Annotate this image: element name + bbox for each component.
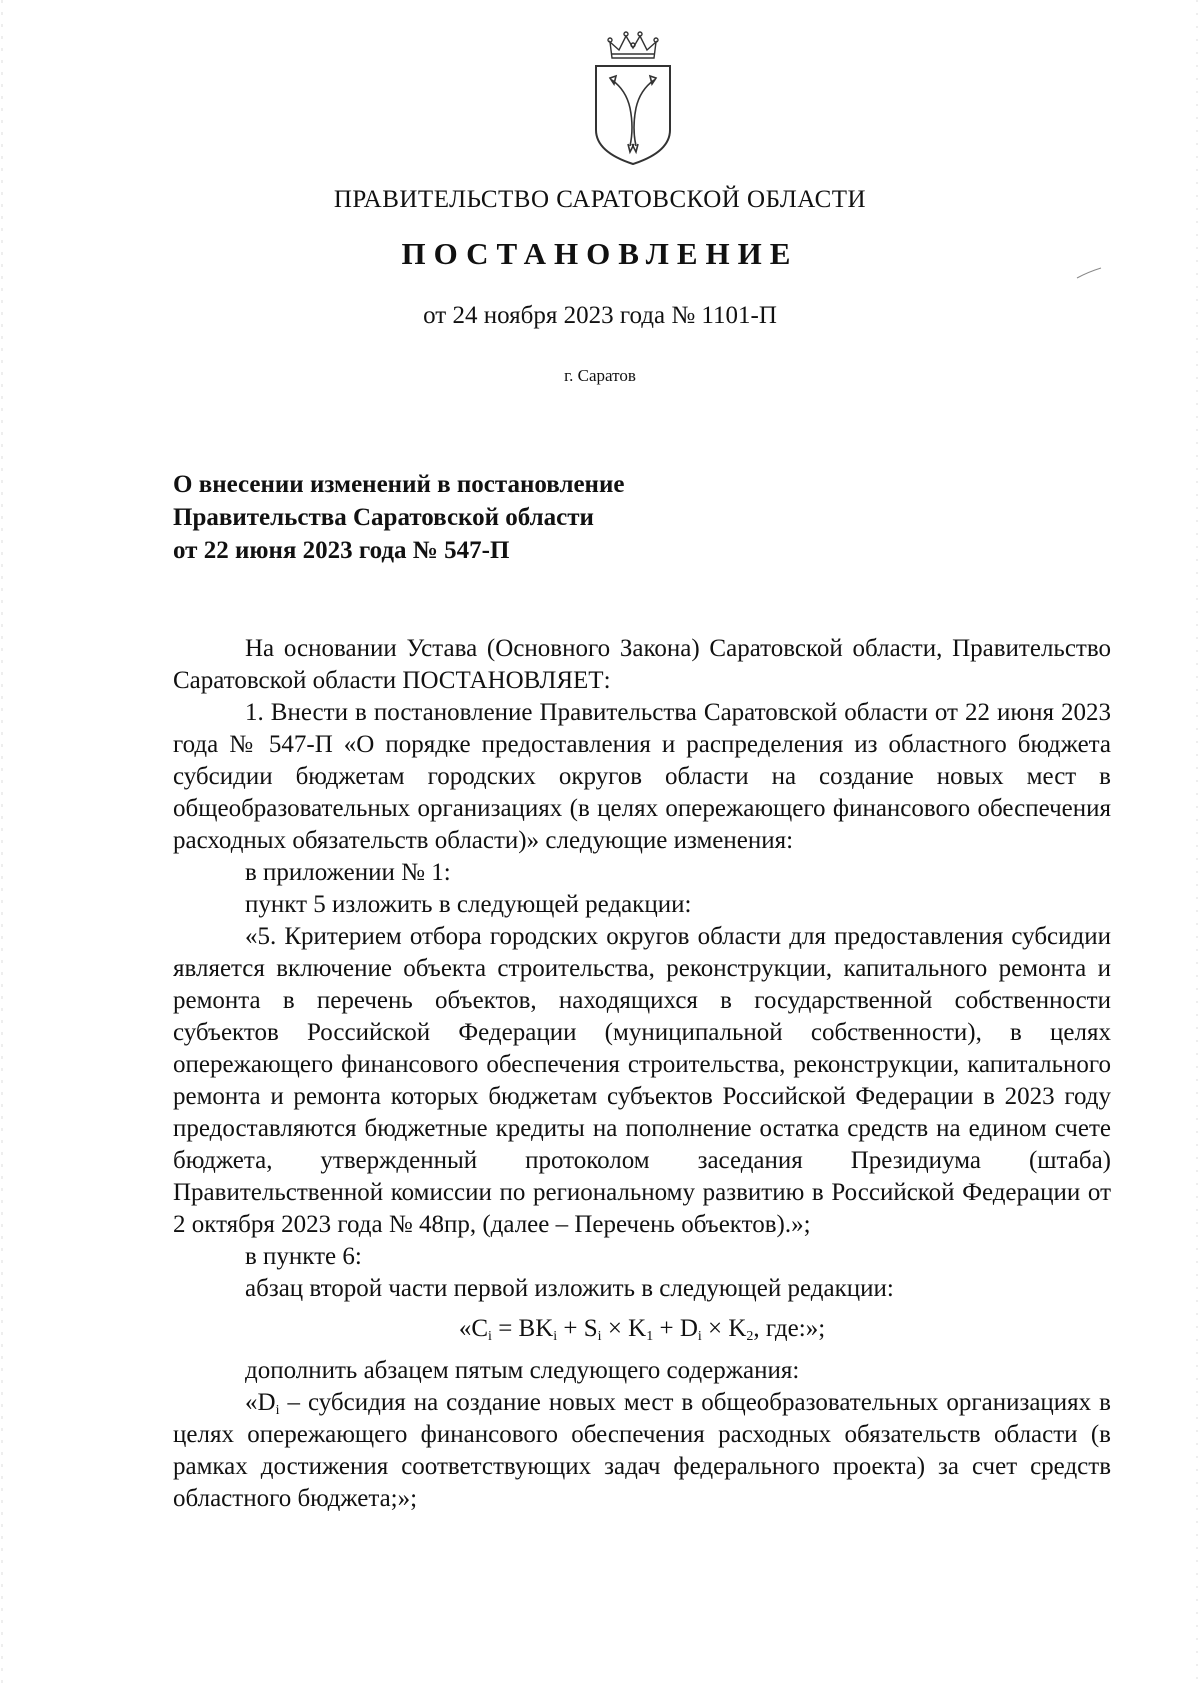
date-and-number: от 24 ноября 2023 года № 1101-П <box>423 302 777 329</box>
paragraph-point-6: в пункте 6: <box>245 1243 362 1270</box>
scan-mark <box>0 0 6 1686</box>
paragraph-point-5-text: «5. Критерием отбора городских округов области для предоставления субсидии является включение объекта строительства, реконструкции, капитального ремонта и ремонта в перечень объектов, находящихся в государственной собственности субъектов Российской Федерации (муниципальной собственности), в целях опережающего финансового обеспечения строительства, реконструкции, капитального ремонта и ремонта которых бюджетам субъектов Российской Федерации в 2023 году предоставляются бюджетные кредиты на пополнение остатка средств на едином счете бюджета, утвержденный протоколом заседания Президиума (штаба) Правительственной комиссии по региональному развитию в Российской Федерации от 2 октября 2023 года № 48пр, (далее – Перечень объектов).»; <box>173 923 1111 1238</box>
government-name: ПРАВИТЕЛЬСТВО САРАТОВСКОЙ ОБЛАСТИ <box>333 186 867 213</box>
subject-line: от 22 июня 2023 года № 547-П <box>173 537 510 564</box>
definition-term: «D <box>245 1389 276 1416</box>
paragraph-point-5-intro: пункт 5 изложить в следующей редакции: <box>245 891 692 918</box>
subject-line: О внесении изменений в постановление <box>173 471 625 498</box>
subject-line: Правительства Саратовской области <box>173 504 594 531</box>
coat-of-arms-icon <box>586 28 680 168</box>
scan-mark <box>1076 266 1102 280</box>
paragraph-di-definition <box>173 1387 1111 1515</box>
formula-part: , где:»; <box>753 1315 826 1342</box>
formula-subscript: i <box>697 1329 702 1344</box>
formula <box>173 1313 1111 1345</box>
document-body <box>173 633 1111 1515</box>
city-name: г. Саратов <box>564 366 636 385</box>
formula-part: «C <box>458 1315 489 1342</box>
formula-subscript: i <box>488 1329 492 1344</box>
formula-part: × K <box>601 1315 647 1342</box>
definition-subscript: i <box>275 1403 280 1418</box>
formula-subscript: 1 <box>646 1329 654 1344</box>
scan-mark <box>1194 0 1200 1686</box>
formula-subscript: i <box>597 1329 602 1344</box>
formula-subscript: i <box>553 1329 558 1344</box>
formula-part: × K <box>701 1315 747 1342</box>
paragraph-appendix-1: в приложении № 1: <box>245 859 451 886</box>
formula-part: = BK <box>491 1315 554 1342</box>
formula-subscript: 2 <box>746 1329 754 1344</box>
formula-part: + D <box>653 1315 698 1342</box>
paragraph-preamble: На основании Устава (Основного Закона) Саратовской области, Правительство Саратовской области ПОСТАНОВЛЯЕТ: <box>173 635 1111 694</box>
paragraph-formula-intro: абзац второй части первой изложить в следующей редакции: <box>245 1275 894 1302</box>
definition-text: – субсидия на создание новых мест в общеобразовательных организациях в целях опережающего финансового обеспечения расходных обязательств области (в рамках достижения соответствующих задач федерального проекта) за счет средств областного бюджета;»; <box>173 1389 1111 1512</box>
decree-subject <box>173 468 773 567</box>
paragraph-add-5th: дополнить абзацем пятым следующего содержания: <box>245 1357 800 1384</box>
formula-part: + S <box>557 1315 598 1342</box>
document-type-title: ПОСТАНОВЛЕНИЕ <box>401 236 799 271</box>
paragraph-item-1: 1. Внести в постановление Правительства Саратовской области от 22 июня 2023 года № 547-П «О порядке предоставления и распределения из областного бюджета субсидии бюджетам городских округов области на создание новых мест в общеобразовательных организациях (в целях опережающего финансового обеспечения расходных обязательств области)» следующие изменения: <box>173 699 1111 854</box>
